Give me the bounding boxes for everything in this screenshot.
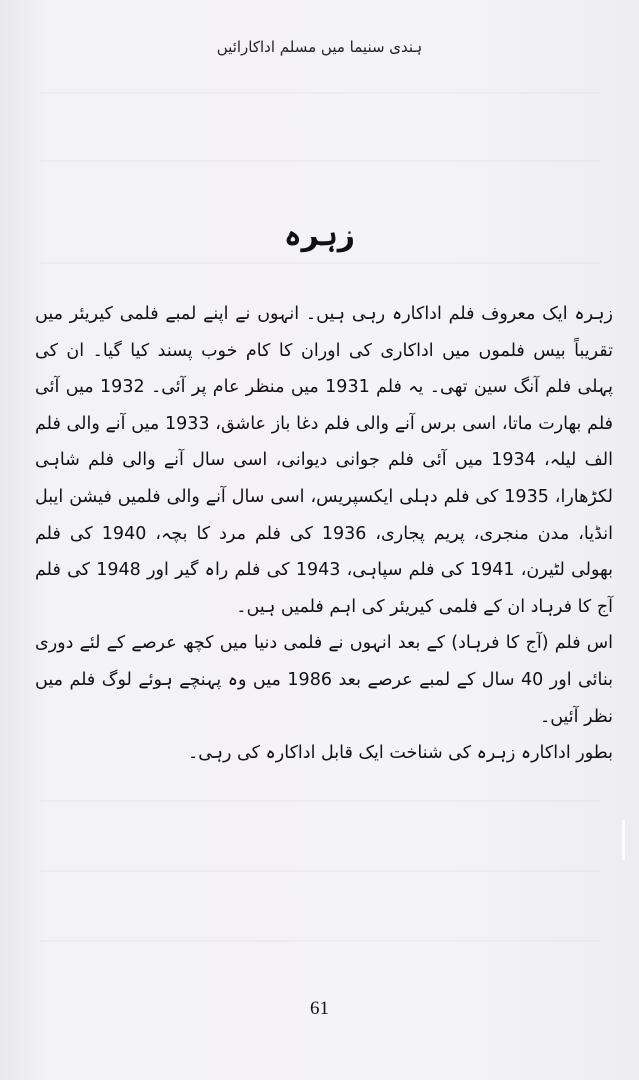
paragraph-1: زہرہ ایک معروف فلم اداکارہ رہی ہیں۔ انہوں نے اپنے لمبے فلمی کیریئر میں تقریباً بیس فلموں میں اداکاری کی اوران کا کام خوب پسند کیا گیا۔ ان کی پہلی فلم آنگ سین تھی۔ یہ فلم 1931 میں منظر عام پر آئی۔ 1932 میں آئی فلم بھارت ماتا، اسی برس آنے والی فلم دغا باز عاشق، 1933 میں آنے والی فلم الف لیلہ، 1934 میں آئی فلم جوانی دیوانی، اسی سال آنے والی فلم شاہی لکڑھارا، 1935 کی فلم دہلی ایکسپریس، اسی سال آنے والی فلمیں فیشن ایبل انڈیا، مدن منجری، پریم پجاری، 1936 کی فلم مرد کا بچہ، 1940 کی فلم بھولی لٹیرن، 1941 کی فلم سپاہی، 1943 کی فلم راہ گیر اور 1948 کی فلم آج کا فرہاد ان کے فلمی کیریئر کی اہم فلمیں ہیں۔ <box>35 304 613 617</box>
show-through-line <box>40 800 600 802</box>
page-edge-mark <box>622 820 625 860</box>
show-through-line <box>40 160 600 162</box>
chapter-title: زہرہ <box>283 218 356 253</box>
running-header: ہندی سنیما میں مسلم اداکارائیں <box>216 38 423 56</box>
show-through-line <box>40 870 600 872</box>
body-text <box>35 296 613 772</box>
page-number: 61 <box>310 998 329 1019</box>
show-through-line <box>40 940 600 942</box>
paragraph-2: اس فلم (آج کا فرہاد) کے بعد انہوں نے فلمی دنیا میں کچھ عرصے کے لئے دوری بنائی اور 40 سال کے لمبے عرصے بعد 1986 میں وہ پہنچے ہوئے لوگ فلم میں نظر آئیں۔ <box>35 633 613 727</box>
show-through-line <box>40 92 600 94</box>
paragraph-3: بطور اداکارہ زہرہ کی شناخت ایک قابل اداکارہ کی رہی۔ <box>187 743 613 764</box>
show-through-line <box>40 262 600 264</box>
